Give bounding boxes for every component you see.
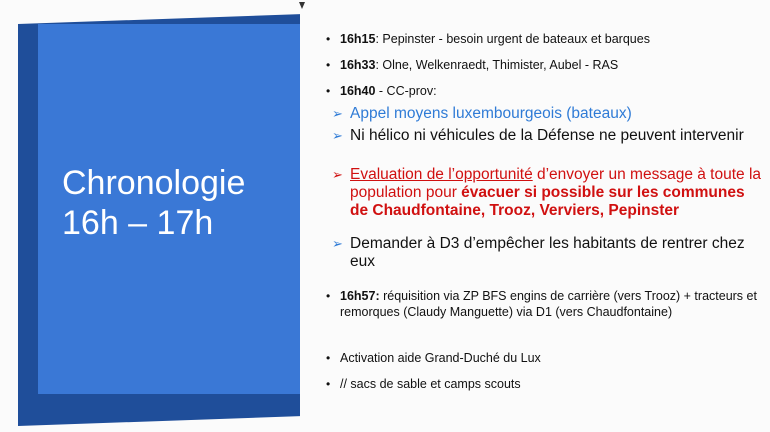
bullet-dot-icon: •: [326, 58, 331, 72]
subitem-text: Demander à D3 d’empêcher les habitants de rentrer chez eux: [350, 235, 745, 270]
arrow-right-icon: ➢: [332, 128, 343, 143]
bullet-sacs: [322, 377, 521, 391]
slide-title: [62, 163, 292, 243]
bullet-16h33: [322, 58, 618, 72]
bullet-time: 16h40: [340, 84, 376, 98]
title-line-1: Chronologie: [62, 164, 246, 202]
bullet-text: : Pepinster - besoin urgent de bateaux et barques: [375, 32, 650, 46]
bullet-text: Activation aide Grand-Duché du Lux: [340, 351, 541, 365]
bullet-dot-icon: •: [326, 84, 331, 98]
bullet-16h15: [322, 32, 650, 46]
bullet-dot-icon: •: [326, 32, 331, 46]
arrow-right-icon: ➢: [332, 106, 343, 121]
subitem-text: [332, 166, 762, 220]
subitem-text: Appel moyens luxembourgeois (bateaux): [350, 105, 632, 122]
bullet-dot-icon: •: [326, 289, 331, 303]
bullet-dot-icon: •: [326, 377, 331, 391]
bullet-time: 16h57:: [340, 289, 380, 303]
bullet-text: // sacs de sable et camps scouts: [340, 377, 521, 391]
mouse-cursor-icon: [299, 2, 305, 9]
subitem-d3: [332, 235, 762, 271]
title-line-2: 16h – 17h: [62, 204, 214, 242]
arrow-right-icon: ➢: [332, 236, 343, 251]
arrow-right-icon: ➢: [332, 167, 343, 182]
subitem-underlined: Evaluation de l’opportunité: [350, 166, 533, 183]
subitem-evaluation: [332, 166, 762, 220]
subitem-plain: d’envoyer un message à toute la population pour: [350, 166, 762, 201]
bullet-16h40: [322, 84, 437, 98]
bullet-text: : Olne, Welkenraedt, Thimister, Aubel - RAS: [375, 58, 619, 72]
bullet-16h57: [322, 288, 770, 320]
bullet-activation: [322, 351, 541, 365]
bullet-time: 16h33: [340, 58, 376, 72]
subitem-luxembourg: [332, 105, 762, 123]
subitem-bold: évacuer si possible sur les communes de Chaudfontaine, Trooz, Verviers, Pepinster: [350, 184, 745, 219]
bullet-time: 16h15: [340, 32, 376, 46]
bullet-dot-icon: •: [326, 351, 331, 365]
subitem-helico: [332, 127, 762, 145]
bullet-text: - CC-prov:: [375, 84, 437, 98]
bullet-text: réquisition via ZP BFS engins de carrière (vers Trooz) + tracteurs et remorques (Claudy Manguette) via D1 (vers Chaudfontaine): [340, 289, 757, 319]
subitem-text: Ni hélico ni véhicules de la Défense ne peuvent intervenir: [350, 127, 744, 144]
